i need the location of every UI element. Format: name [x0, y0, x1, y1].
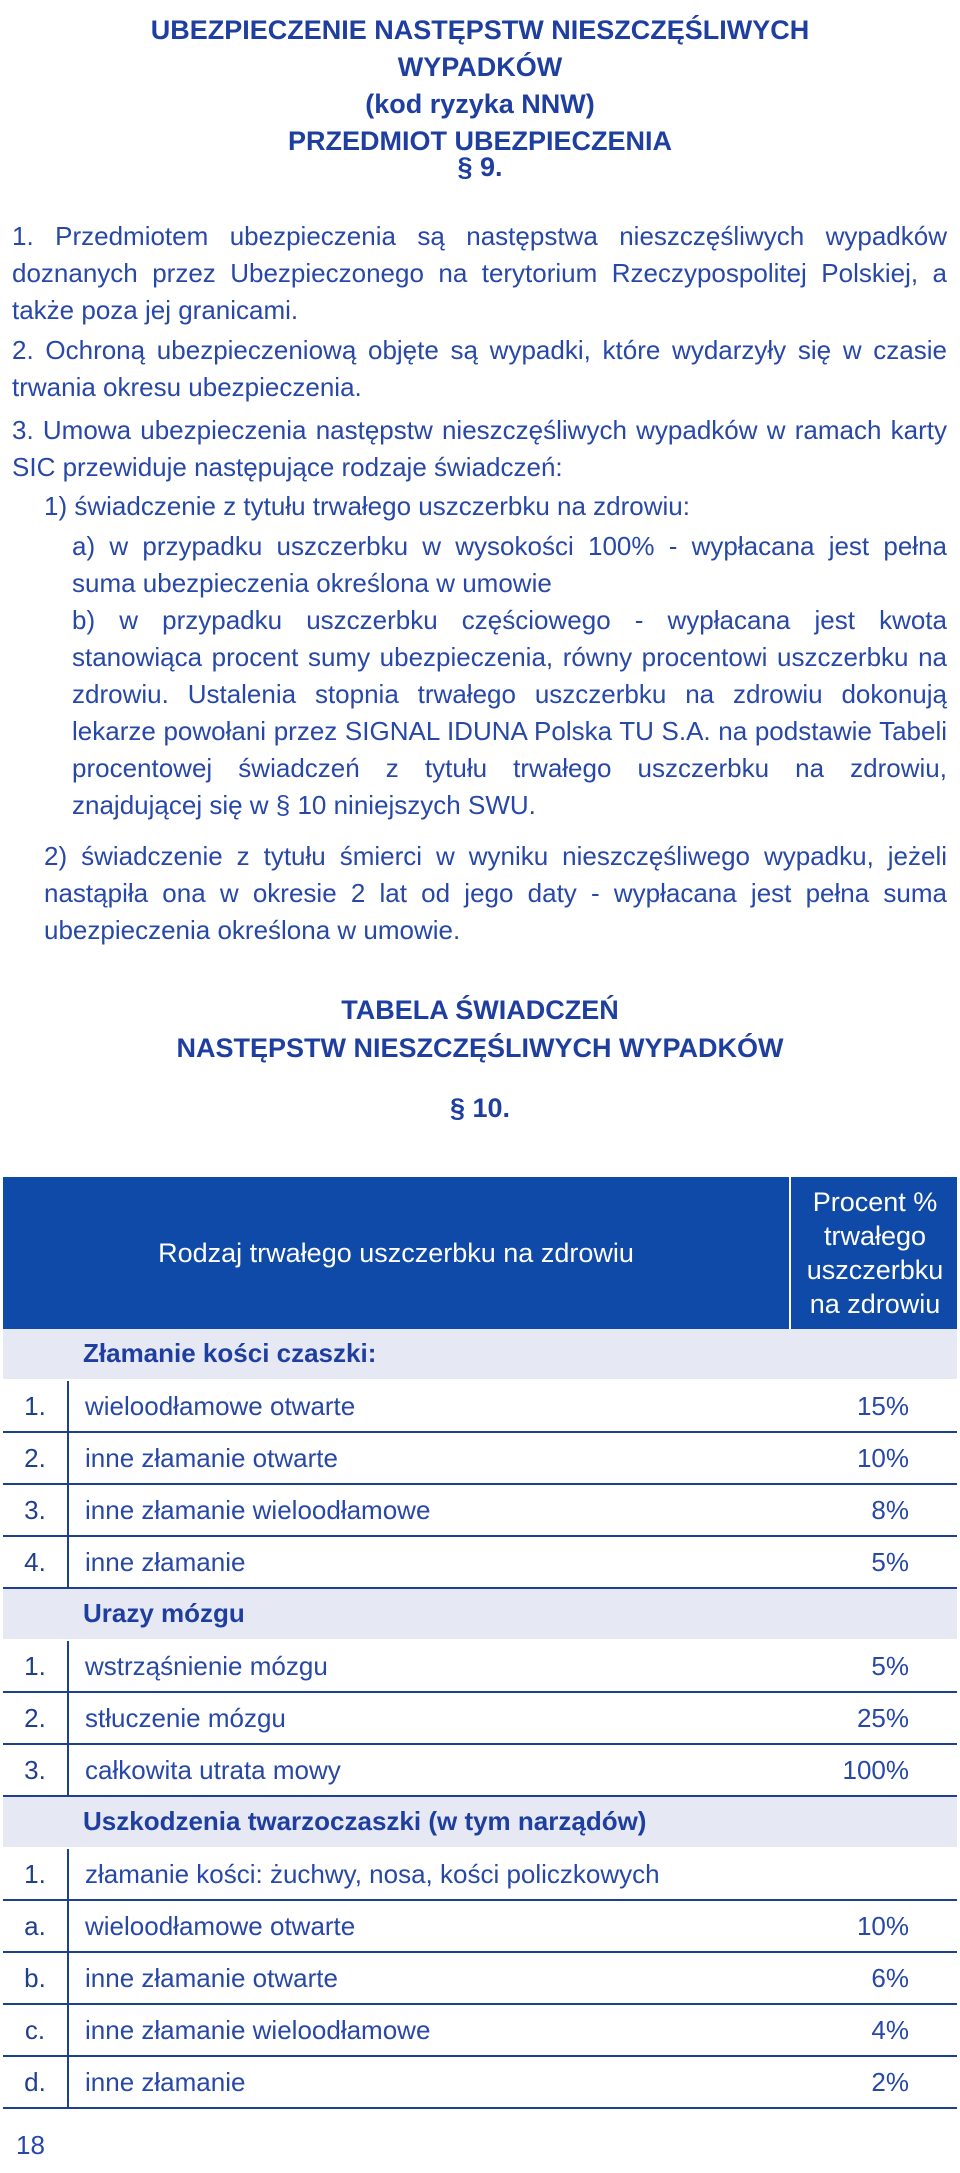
row-number: 2. — [3, 1433, 69, 1483]
row-description: inne złamanie wieloodłamowe — [85, 2015, 431, 2045]
row-percent: 2% — [871, 2067, 909, 2097]
table-title-line-1: TABELA ŚWIADCZEŃ — [341, 995, 619, 1025]
column-header-percent-line-4: na zdrowiu — [809, 1289, 941, 1319]
row-percent: 4% — [871, 2015, 909, 2045]
row-number: 4. — [3, 1537, 69, 1587]
column-header-percent-line-3: uszczerbku — [806, 1255, 944, 1285]
row-percent: 5% — [871, 1547, 909, 1577]
row-description: całkowita utrata mowy — [85, 1755, 341, 1785]
row-number: a. — [3, 1901, 69, 1951]
row-percent: 6% — [871, 1963, 909, 1993]
row-number: 1. — [3, 1381, 69, 1431]
table-row — [3, 1953, 957, 2005]
row-description: inne złamanie — [85, 2067, 246, 2097]
row-number: c. — [3, 2005, 69, 2055]
header-subject: PRZEDMIOT UBEZPIECZENIA — [287, 126, 672, 156]
paragraph-3-item-1b: b) w przypadku uszczerbku częściowego - wypłacana jest kwota stanowiąca procent sumy ubezpieczenia, równy procentowi uszczerbku na zdrowiu. Ustalenia stopnia trwałego uszczerbku na zdrowiu dokonują lekarze powołani przez SIGNAL IDUNA Polska TU S.A. na podstawie Tabeli procentowej świadczeń z tytułu trwałego uszczerbku na zdrowiu, znajdującej się w § 10 niniejszych SWU. — [72, 605, 947, 820]
row-description: złamanie kości: żuchwy, nosa, kości policzkowych — [85, 1859, 660, 1889]
group-label: Uszkodzenia twarzoczaszki (w tym narządów) — [83, 1806, 647, 1836]
row-description: wieloodłamowe otwarte — [85, 1391, 356, 1421]
row-description: wieloodłamowe otwarte — [85, 1911, 356, 1941]
row-number: 1. — [3, 1849, 69, 1899]
group-label: Złamanie kości czaszki: — [83, 1338, 377, 1368]
column-header-percent-line-2: trwałego — [823, 1221, 927, 1251]
table-title-line-2: NASTĘPSTW NIESZCZĘŚLIWYCH WYPADKÓW — [176, 1033, 784, 1063]
table-row — [3, 1381, 957, 1433]
table-row — [3, 1745, 957, 1797]
paragraph-3: 3. Umowa ubezpieczenia następstw nieszczęśliwych wypadków w ramach karty SIC przewiduje następujące rodzaje świadczeń: — [12, 415, 947, 482]
paragraph-2: 2. Ochroną ubezpieczeniową objęte są wypadki, które wydarzyły się w czasie trwania okresu ubezpieczenia. — [12, 335, 947, 402]
page-number: 18 — [16, 2130, 45, 2160]
row-description: inne złamanie wieloodłamowe — [85, 1495, 431, 1525]
header-divider — [789, 1177, 791, 1329]
section-number-10: § 10. — [449, 1093, 511, 1123]
table-group-row — [3, 1329, 957, 1381]
table-group-row — [3, 1589, 957, 1641]
paragraph-1: 1. Przedmiotem ubezpieczenia są następstwa nieszczęśliwych wypadków doznanych przez Ubezpieczonego na terytorium Rzeczypospolitej Polskiej, a także poza jej granicami. — [12, 221, 947, 325]
table-row — [3, 2005, 957, 2057]
column-header-percent-line-1: Procent % — [812, 1187, 938, 1217]
table-row — [3, 1433, 957, 1485]
table-row — [3, 1693, 957, 1745]
header-risk-code: (kod ryzyka NNW) — [365, 89, 595, 119]
table-row — [3, 1485, 957, 1537]
row-number: b. — [3, 1953, 69, 2003]
row-percent: 15% — [856, 1391, 909, 1421]
table-row — [3, 1849, 957, 1901]
row-percent: 100% — [842, 1755, 909, 1785]
table-header — [3, 1177, 957, 1329]
row-percent: 5% — [871, 1651, 909, 1681]
paragraph-3-item-1a: a) w przypadku uszczerbku w wysokości 100% - wypłacana jest pełna suma ubezpieczenia określona w umowie — [72, 531, 947, 598]
group-label: Urazy mózgu — [83, 1598, 245, 1628]
row-description: inne złamanie otwarte — [85, 1443, 338, 1473]
row-description: inne złamanie — [85, 1547, 246, 1577]
document-header — [90, 12, 870, 160]
table-row — [3, 1901, 957, 1953]
row-percent: 10% — [856, 1443, 909, 1473]
column-header-injury-type: Rodzaj trwałego uszczerbku na zdrowiu — [158, 1237, 634, 1268]
row-number: d. — [3, 2057, 69, 2107]
row-number: 2. — [3, 1693, 69, 1743]
column-header-percent — [793, 1177, 957, 1329]
paragraph-3-item-2: 2) świadczenie z tytułu śmierci w wyniku nieszczęśliwego wypadku, jeżeli nastąpiła ona w okresie 2 lat od jego daty - wypłacana jest pełna suma ubezpieczenia określona w umowie. — [44, 841, 947, 945]
row-number: 3. — [3, 1485, 69, 1535]
row-description: stłuczenie mózgu — [85, 1703, 286, 1733]
row-description: wstrząśnienie mózgu — [85, 1651, 328, 1681]
row-description: inne złamanie otwarte — [85, 1963, 338, 1993]
row-number: 1. — [3, 1641, 69, 1691]
paragraph-3-item-1: 1) świadczenie z tytułu trwałego uszczerbku na zdrowiu: — [44, 491, 690, 521]
table-group-row — [3, 1797, 957, 1849]
row-percent: 8% — [871, 1495, 909, 1525]
section-number-9: § 9. — [457, 152, 503, 182]
header-title: UBEZPIECZENIE NASTĘPSTW NIESZCZĘŚLIWYCH WYPADKÓW — [150, 15, 810, 82]
row-number: 3. — [3, 1745, 69, 1795]
table-row — [3, 1641, 957, 1693]
row-percent: 10% — [856, 1911, 909, 1941]
row-percent: 25% — [856, 1703, 909, 1733]
table-row — [3, 2057, 957, 2109]
benefits-table — [3, 1177, 957, 2109]
table-row — [3, 1537, 957, 1589]
